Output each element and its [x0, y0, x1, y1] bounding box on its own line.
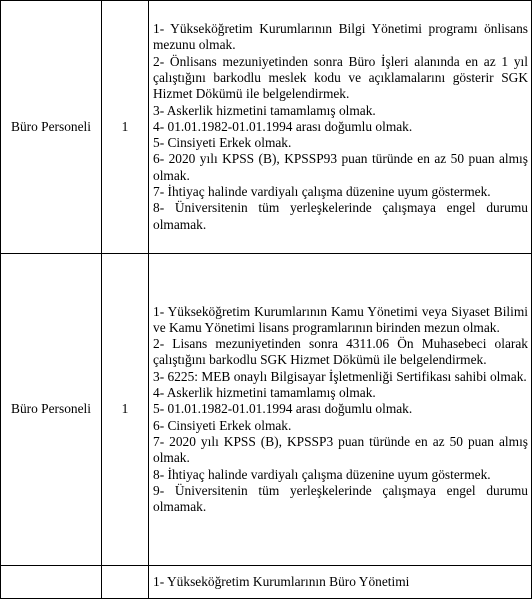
requirement-item: 1- Yükseköğretim Kurumlarının Büro Yönetimi [153, 573, 410, 589]
requirement-item: 5- 01.01.1982-01.01.1994 arası doğumlu olmak. [153, 401, 413, 417]
requirements-cell [149, 1, 532, 254]
requirement-item: 6- Cinsiyeti Erkek olmak. [153, 417, 292, 433]
requirement-item: 4- Askerlik hizmetini tamamlamış olmak. [153, 385, 376, 401]
position-title [1, 566, 102, 599]
position-count: 1 [102, 254, 149, 566]
position-count: 1 [102, 1, 149, 254]
requirement-item: 2- Önlisans mezuniyetinden sonra Büro İşleri alanında en az 1 yıl çalıştığını barkodlu meslek kodu ve açıklamalarını gösterir SGK Hizmet Dökümü ile belgelendirmek. [153, 53, 528, 102]
requirement-item: 1- Yükseköğretim Kurumlarının Kamu Yönetimi veya Siyaset Bilimi ve Kamu Yönetimi lisans programlarının birinden mezun olmak. [153, 303, 528, 335]
position-count [102, 566, 149, 599]
requirement-item: 3- Askerlik hizmetini tamamlamış olmak. [153, 102, 376, 118]
requirement-item: 7- İhtiyaç halinde vardiyalı çalışma düzenine uyum göstermek. [153, 184, 491, 200]
table-row [1, 566, 532, 599]
requirement-item: 3- 6225: MEB onaylı Bilgisayar İşletmenliği Sertifikası sahibi olmak. [153, 368, 527, 384]
requirement-item: 1- Yükseköğretim Kurumlarının Bilgi Yönetimi programı önlisans mezunu olmak. [153, 21, 528, 53]
requirement-item: 9- Üniversitenin tüm yerleşkelerinde çalışmaya engel durumu olmamak. [153, 482, 528, 515]
requirement-item: 2- Lisans mezuniyetinden sonra 4311.06 Ön Muhasebeci olarak çalıştığını barkodlu SGK Hizmet Dökümü ile belgelendirmek. [153, 336, 528, 368]
requirement-item: 8- İhtiyaç halinde vardiyalı çalışma düzenine uyum göstermek. [153, 466, 491, 482]
position-title: Büro Personeli [1, 254, 102, 566]
table-row [1, 1, 532, 254]
requirement-item: 7- 2020 yılı KPSS (B), KPSSP3 puan türünde en az 50 puan almış olmak. [153, 433, 528, 466]
requirement-item: 6- 2020 yılı KPSS (B), KPSSP93 puan türünde en az 50 puan almış olmak. [153, 151, 528, 183]
requirement-item: 5- Cinsiyeti Erkek olmak. [153, 135, 292, 151]
table-row [1, 254, 532, 566]
requirement-item: 4- 01.01.1982-01.01.1994 arası doğumlu olmak. [153, 118, 413, 134]
requirements-cell [149, 254, 532, 566]
position-title: Büro Personeli [1, 1, 102, 254]
requirements-cell [149, 566, 532, 599]
requirement-item: 8- Üniversitenin tüm yerleşkelerinde çalışmaya engel durumu olmamak. [153, 200, 528, 232]
